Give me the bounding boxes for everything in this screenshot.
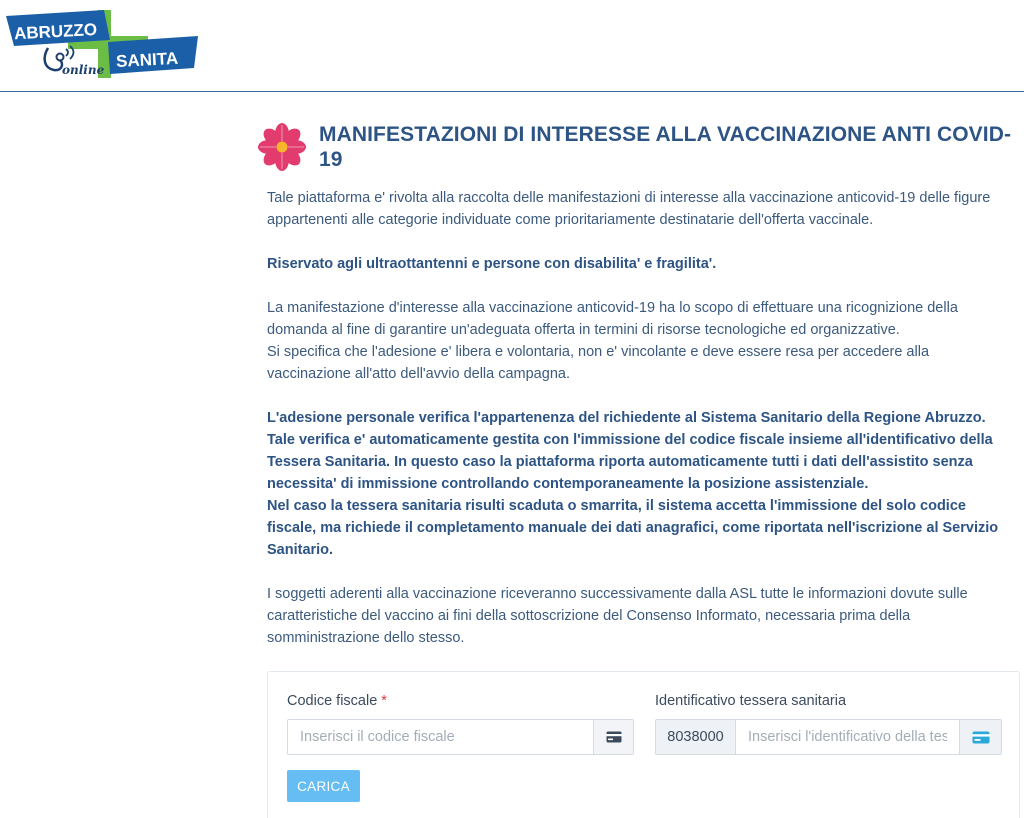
scope-text-1: La manifestazione d'interesse alla vaccinazione anticovid-19 ha lo scopo di effettuare una ricognizione della domanda al fine di garantire un'adeguata offerta in termini di risorse tecnologiche ed organizzative. xyxy=(267,300,958,338)
scope-paragraph xyxy=(267,297,1012,385)
intro-paragraph: Tale piattaforma e' rivolta alla raccolta delle manifestazioni di interesse alla vaccinazione anticovid-19 delle figure appartenenti alle categorie individuate come prioritariamente destinatarie dell'offerta vaccinale. xyxy=(267,190,991,228)
flower-icon xyxy=(256,121,308,173)
logo-text-online: online xyxy=(62,63,105,77)
abruzzo-sanita-logo[interactable] xyxy=(4,2,200,82)
title-row xyxy=(256,118,1024,176)
card-icon xyxy=(972,731,990,744)
tessera-prefix: 8038000 xyxy=(656,720,736,754)
tessera-group xyxy=(655,719,1002,755)
stethoscope-head xyxy=(57,54,64,61)
logo-text-top: ABRUZZO xyxy=(13,19,98,44)
reserved-notice: Riservato agli ultraottantenni e persone con disabilita' e fragilita'. xyxy=(267,256,717,272)
flower-center xyxy=(277,142,288,153)
required-mark: * xyxy=(381,693,387,709)
card-icon xyxy=(606,731,622,743)
codice-fiscale-group xyxy=(287,719,634,755)
verification-paragraph xyxy=(267,407,1012,561)
page-header xyxy=(0,0,1024,92)
tessera-addon[interactable] xyxy=(959,720,1001,754)
verification-text-2: Nel caso la tessera sanitaria risulti scaduta o smarrita, il sistema accetta l'immissione del solo codice fiscale, ma richiede il completamento manuale dei dati anagrafici, come riportata nell'iscrizione al Servizio Sanitario. xyxy=(267,498,999,558)
logo-text-bottom: SANITA xyxy=(115,48,179,71)
codice-fiscale-label-text: Codice fiscale xyxy=(287,693,378,709)
carica-button[interactable]: CARICA xyxy=(287,770,360,802)
codice-fiscale-input[interactable] xyxy=(288,720,593,754)
tessera-input[interactable] xyxy=(736,720,959,754)
scope-text-2: Si specifica che l'adesione e' libera e volontaria, non e' vincolante e deve essere resa per accedere alla vaccinazione all'atto dell'avvio della campagna. xyxy=(267,344,930,382)
codice-fiscale-label xyxy=(287,693,387,709)
tessera-label: Identificativo tessera sanitaria xyxy=(655,693,847,709)
info-paragraph: I soggetti aderenti alla vaccinazione riceveranno successivamente dalla ASL tutte le informazioni dovute sulle caratteristiche del vaccino ai fini della sottoscrizione del Consenso Informato, necessaria prima della somministrazione dello stesso. xyxy=(267,586,968,646)
verification-text-1: L'adesione personale verifica l'appartenenza del richiedente al Sistema Sanitario della Regione Abruzzo. Tale verifica e' automaticamente gestita con l'immissione del codice fiscale insieme all'identificativo della Tessera Sanitaria. In questo caso la piattaforma riporta automaticamente tutti i dati dell'assistito senza necessita' di immissione controllando contemporaneamente la posizione assistenziale. xyxy=(267,410,993,492)
lookup-form xyxy=(267,671,1020,818)
stethoscope-icon xyxy=(45,48,62,70)
main-content xyxy=(256,118,1024,794)
page-title: MANIFESTAZIONI DI INTERESSE ALLA VACCINAZIONE ANTI COVID-19 xyxy=(319,123,1012,171)
codice-fiscale-addon[interactable] xyxy=(593,720,633,754)
